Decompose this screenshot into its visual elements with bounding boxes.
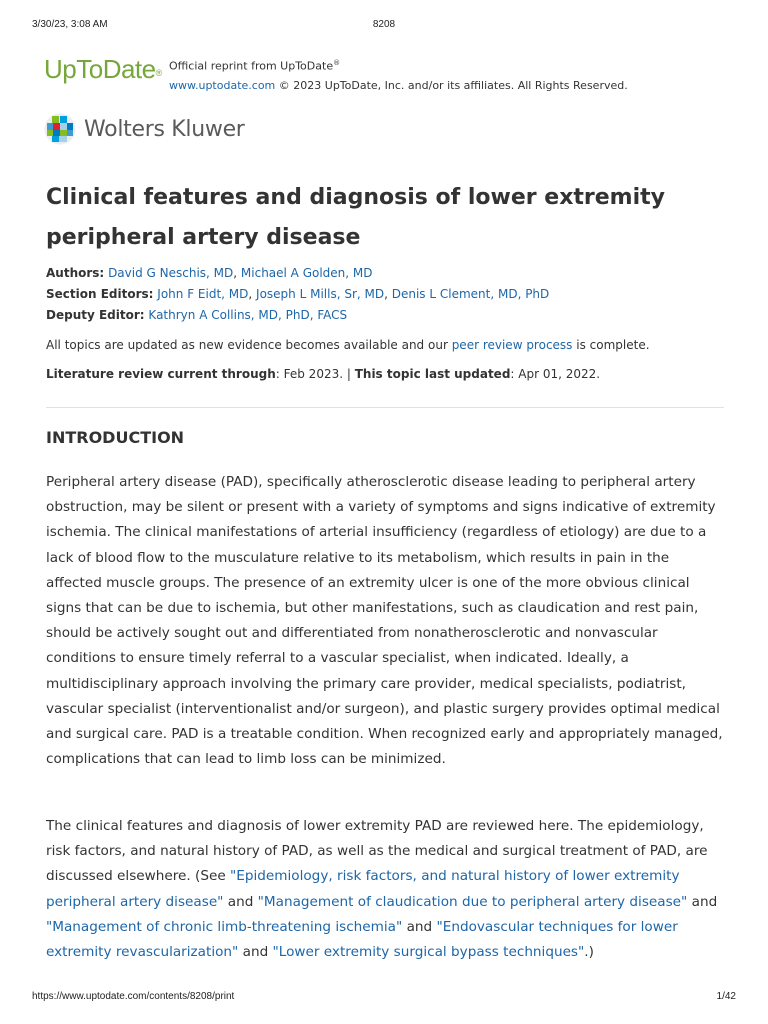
topic-link-claudication[interactable]: "Management of claudication due to peripheral artery disease" — [257, 893, 688, 910]
section-editor-link[interactable]: Denis L Clement, MD, PhD — [391, 287, 550, 301]
print-footer — [32, 991, 736, 1005]
print-doc-id: 8208 — [372, 19, 396, 30]
section-editors-row: Section Editors: John F Eidt, MD, Joseph L Mills, Sr, MD, Denis L Clement, MD, PhD — [46, 287, 550, 301]
registered-mark: ® — [155, 68, 162, 78]
uptodate-logo-text: UpToDate — [44, 54, 156, 84]
authors-row: Authors: David G Neschis, MD, Michael A Golden, MD — [46, 266, 373, 280]
print-header — [32, 19, 736, 33]
conjunction-text: and — [223, 893, 258, 910]
reprint-text: Official reprint from UpToDate — [169, 59, 334, 73]
update-note-end: is complete. — [572, 338, 650, 352]
section-editor-link[interactable]: John F Eidt, MD — [157, 287, 249, 301]
authors-label: Authors — [46, 266, 100, 280]
update-note — [46, 335, 650, 355]
article-credits — [46, 263, 726, 326]
paragraph-text: The clinical features and diagnosis of lower extremity PAD are reviewed here. The epidemiology, risk factors, and natural history of PAD, as well as the medical and surgical treatment of PAD, are discussed elsewhere. (See — [46, 818, 708, 885]
brand-header — [44, 52, 724, 92]
topic-link-bypass[interactable]: "Lower extremity surgical bypass techniques" — [272, 944, 585, 961]
conjunction-text: and — [238, 944, 273, 961]
topic-link-endovascular[interactable]: "Endovascular techniques for lower extremity revascularization" — [46, 918, 678, 961]
last-updated-label: This topic last updated — [354, 367, 511, 381]
uptodate-logo[interactable] — [44, 52, 162, 86]
reprint-registered-mark: ® — [333, 59, 341, 67]
review-dates — [46, 364, 600, 384]
wolters-kluwer-logo[interactable] — [44, 113, 344, 147]
print-page-number: 1/42 — [716, 991, 736, 1002]
lit-review-value: : Feb 2023. | — [275, 367, 355, 381]
section-divider — [46, 407, 724, 408]
copyright-text: © 2023 UpToDate, Inc. and/or its affiliates. All Rights Reserved. — [275, 78, 628, 92]
author-link[interactable]: David G Neschis, MD — [108, 266, 234, 280]
section-editors-label: Section Editors — [46, 287, 149, 301]
print-url: https://www.uptodate.com/contents/8208/print — [32, 991, 235, 1002]
last-updated-value: : Apr 01, 2022. — [510, 367, 601, 381]
lit-review-label: Literature review current through — [46, 367, 276, 381]
uptodate-site-link[interactable]: www.uptodate.com — [169, 78, 276, 92]
reprint-notice — [169, 54, 628, 95]
introduction-paragraph: Peripheral artery disease (PAD), specifically atherosclerotic disease leading to peripheral artery obstruction, may be silent or present with a variety of symptoms and signs indicative of extremity ischemia. The clinical manifestations of arterial insufficiency (regardless of etiology) are due to a lack of blood flow to the musculature relative to its metabolism, which results in pain in the affected muscle groups. The presence of an extremity ulcer is one of the more obvious clinical signs that can be due to ischemia, but other manifestations, such as claudication and rest pain, should be actively sought out and differentiated from nonatherosclerotic and nonvascular conditions to ensure timely referral to a vascular specialist, when indicated. Ideally, a multidisciplinary approach involving the primary care provider, medical specialists, podiatrist, vascular specialist (interventionalist and/or surgeon), and plastic surgery provides optimal medical and surgical care. PAD is a treatable condition. When recognized early and appropriately managed, complications that can lead to limb loss can be minimized. — [46, 474, 723, 768]
conjunction-text: and — [402, 918, 437, 935]
topic-link-ischemia[interactable]: "Management of chronic limb-threatening ischemia" — [46, 918, 403, 935]
wolters-kluwer-mosaic-icon — [44, 113, 76, 145]
wolters-kluwer-wordmark: Wolters Kluwer — [84, 117, 245, 142]
deputy-editor-label: Deputy Editor — [46, 308, 140, 322]
paragraph-end: .) — [584, 944, 594, 961]
article-title: Clinical features and diagnosis of lower extremity peripheral artery disease — [46, 185, 665, 250]
author-link[interactable]: Michael A Golden, MD — [240, 266, 373, 280]
update-note-text: All topics are updated as new evidence becomes available and our — [46, 338, 452, 352]
deputy-editor-row: Deputy Editor: Kathryn A Collins, MD, PhD, FACS — [46, 308, 348, 322]
introduction-heading: INTRODUCTION — [46, 428, 185, 447]
introduction-paragraph — [46, 814, 726, 965]
topic-link-epidemiology[interactable]: "Epidemiology, risk factors, and natural history of lower extremity peripheral artery disease" — [46, 868, 680, 910]
print-datetime: 3/30/23, 3:08 AM — [32, 19, 108, 30]
section-editor-link[interactable]: Joseph L Mills, Sr, MD — [256, 287, 385, 301]
deputy-editor-link[interactable]: Kathryn A Collins, MD, PhD, FACS — [148, 308, 348, 322]
conjunction-text: and — [687, 893, 718, 910]
peer-review-link[interactable]: peer review process — [451, 338, 573, 352]
